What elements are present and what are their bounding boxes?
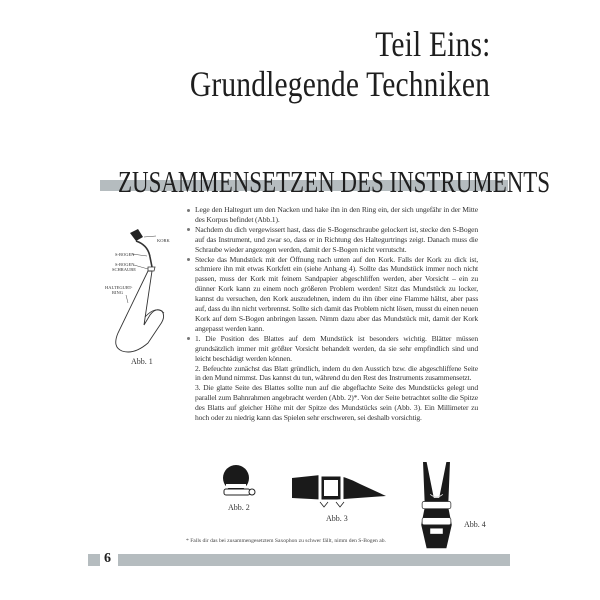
part-title: Teil Eins: (374, 24, 490, 64)
label-haltegurt-1: HALTEGURT- (105, 285, 133, 290)
body-text (186, 205, 478, 423)
caption-abb3: Abb. 3 (326, 514, 348, 523)
label-haltegurt-2: RING (112, 290, 123, 295)
section-title: ZUSAMMENSETZEN DES INSTRUMENTS (118, 164, 551, 199)
paragraph-3: Stecke das Mundstück mit der Öffnung nach unten auf den Kork. Falls der Kork zu dick ist, schmiere ihn mit etwas Korkfett ein (siehe Anhang 4). Sollte das Mundstück immer noch nicht passen, muss der Kork mit feinem Sandpapier abgeschliffen werden, aber Vorsicht – ein zu dünner Kork kann zu einem noch größeren Problem werden! Sitzt das Mundstück zu locker, kannst du versuchen, den Kork auszudehnen, indem du ihn über eine Flamme hältst, aber pass auf, dass du ihn nicht verbrennst. Sollte sich damit das Problem nicht lösen, musst du einen neuen Kork auf dem S-Bogen anbringen lassen. Nimm dazu aber das Mundstück mit, damit der Kork angepasst werden kann. (186, 255, 478, 334)
paragraph-2: Nachdem du dich vergewissert hast, dass die S-Bogenschraube gelockert ist, stecke den S-Bogen auf das Instrument, und zwar so, dass er in Richtung des Haltegurtrings zeigt. Danach muss die Schraube wieder angezogen werden, damit der S-Bogen nicht verrutscht. (186, 225, 478, 255)
footnote: * Falls dir das bei zusammengesetztem Saxophon zu schwer fällt, nimm den S-Bogen ab. (186, 538, 386, 544)
paragraph-4: 1. Die Position des Blattes auf dem Mundstück ist besonders wichtig. Blätter müssen grundsätzlich immer mit größter Vorsicht behandelt werden, da sie sehr empfindlich sind und leicht beschädigt werden können. (186, 334, 478, 364)
chapter-title: Grundlegende Techniken (189, 64, 490, 104)
caption-abb4: Abb. 4 (464, 520, 486, 529)
page-bar-left (88, 554, 100, 566)
label-s-bogen-schraube-2: SCHRAUBE (112, 267, 137, 272)
page-number: 6 (104, 551, 111, 566)
paragraph-1: Lege den Haltegurt um den Nacken und hake ihn in den Ring ein, der sich ungefähr in der Mitte des Korpus befindet (Abb.1). (186, 205, 478, 225)
label-kork: KORK (157, 238, 170, 243)
caption-abb1: Abb. 1 (131, 357, 153, 366)
paragraph-5: 2. Befeuchte zunächst das Blatt gründlich, indem du den Ausstich bzw. die abgeschliffene Seite in den Mund nimmst. Das kannst du tun, während du den Rest des Instruments zusammensetzt. (195, 363, 478, 383)
mouthpiece-front-illustration (218, 462, 258, 502)
paragraph-6: 3. Die glatte Seite des Blattes sollte nun auf die abgeflachte Seite des Mundstücks gelegt und parallel zum Bahnrahmen angebracht werden (Abb. 2)*. Von der Seite betrachtet sollte die Spitze des Blatts auf gleicher Höhe mit der Spitze des Mundstücks sein (Abb. 3). Ein Millimeter zu hoch oder zu niedrig kann das Spielen sehr erschweren, sei deshalb vorsichtig. (195, 383, 478, 423)
mouthpiece-top-illustration (414, 462, 459, 550)
caption-abb2: Abb. 2 (228, 503, 250, 512)
mouthpiece-side-illustration (290, 472, 390, 510)
label-s-bogen-schraube-1: S-BOGEN (115, 262, 135, 267)
page-bar-right (118, 554, 510, 566)
label-s-bogen: S-BOGEN (115, 252, 135, 257)
